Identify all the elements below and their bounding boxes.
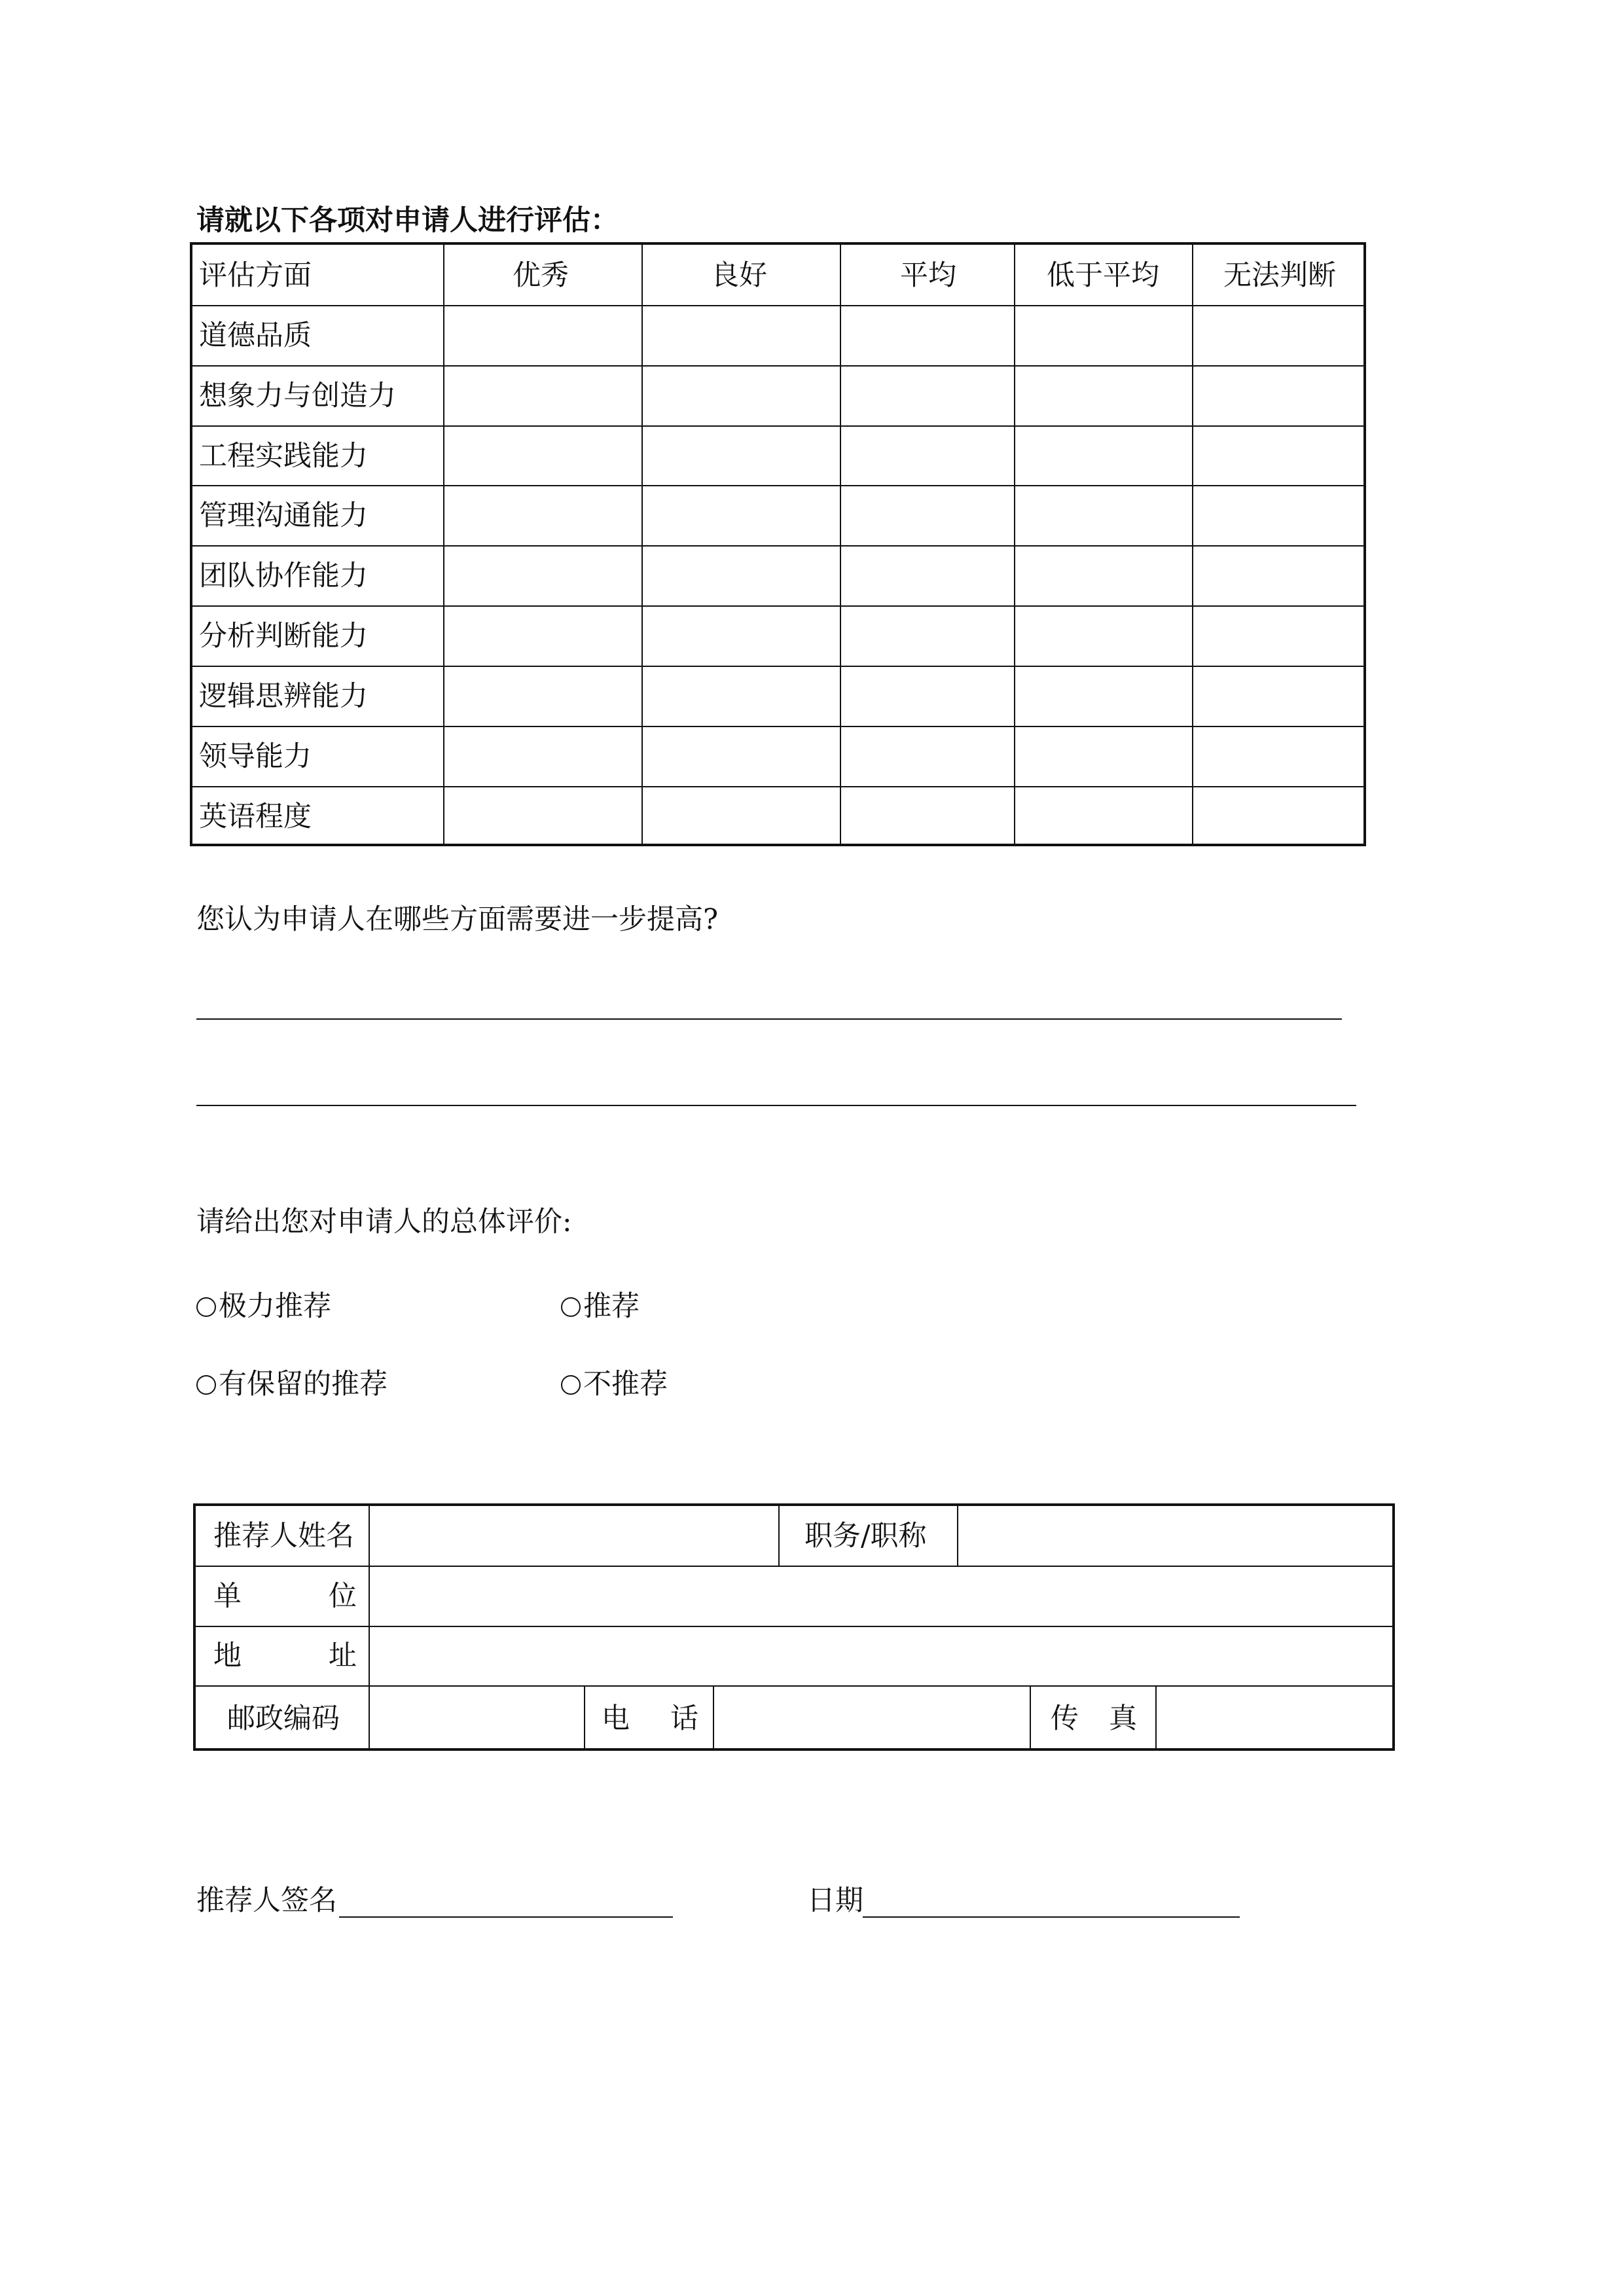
row-label-teamwork: 团队协作能力 <box>199 560 368 592</box>
row-label-english: 英语程度 <box>199 800 312 833</box>
phone-field[interactable] <box>714 1687 1030 1748</box>
fax-field[interactable] <box>1157 1687 1392 1748</box>
recommender-info-table <box>193 1503 1395 1751</box>
option-recommend-with-reservation[interactable]: 有保留的推荐 <box>196 1371 388 1399</box>
unit-label-left: 单 <box>213 1580 242 1613</box>
row-label-morality: 道德品质 <box>199 319 312 352</box>
row-label-creativity: 想象力与创造力 <box>199 380 396 412</box>
radio-circle-icon <box>196 1297 216 1317</box>
header-excellent: 优秀 <box>513 259 569 292</box>
address-label-right: 址 <box>329 1640 357 1672</box>
overall-prompt: 请给出您对申请人的总体评价: <box>196 1206 572 1238</box>
row-label-analysis: 分析判断能力 <box>199 620 368 653</box>
header-below-average: 低于平均 <box>1047 259 1159 292</box>
signature-line[interactable] <box>339 1916 673 1918</box>
radio-circle-icon <box>196 1375 216 1395</box>
answer-line-1[interactable] <box>196 1018 1342 1020</box>
phone-label-right: 话 <box>670 1702 698 1735</box>
date-label: 日期 <box>807 1884 863 1917</box>
postcode-label: 邮政编码 <box>227 1702 340 1735</box>
recommender-name-label: 推荐人姓名 <box>213 1520 354 1552</box>
unit-label-right: 位 <box>329 1580 357 1613</box>
row-label-logic: 逻辑思辨能力 <box>199 680 368 713</box>
fax-label-right: 真 <box>1109 1702 1137 1735</box>
fax-label-left: 传 <box>1051 1702 1079 1735</box>
postcode-field[interactable] <box>370 1687 584 1748</box>
header-good: 良好 <box>711 259 767 292</box>
eval-intro-heading: 请就以下各项对申请人进行评估： <box>196 204 619 237</box>
evaluation-table <box>190 242 1366 846</box>
row-label-communication: 管理沟通能力 <box>199 499 368 532</box>
improve-question: 您认为申请人在哪些方面需要进一步提高? <box>196 903 719 936</box>
header-average: 平均 <box>900 259 956 292</box>
option-recommend[interactable]: 推荐 <box>561 1293 640 1321</box>
phone-label-left: 电 <box>602 1702 630 1735</box>
address-label-left: 地 <box>213 1640 242 1672</box>
date-line[interactable] <box>863 1916 1240 1918</box>
radio-circle-icon <box>561 1297 581 1317</box>
answer-line-2[interactable] <box>196 1105 1356 1106</box>
header-unable-to-judge: 无法判断 <box>1223 259 1336 292</box>
title-field[interactable] <box>958 1506 1392 1566</box>
signature-label: 推荐人签名 <box>196 1884 337 1917</box>
address-field[interactable] <box>370 1627 1392 1685</box>
radio-circle-icon <box>561 1375 581 1395</box>
title-label: 职务/职称 <box>804 1520 927 1552</box>
option-strongly-recommend[interactable]: 极力推荐 <box>196 1293 331 1321</box>
unit-field[interactable] <box>370 1567 1392 1626</box>
recommender-name-field[interactable] <box>370 1506 778 1566</box>
row-label-engineering: 工程实践能力 <box>199 440 368 473</box>
header-aspect: 评估方面 <box>199 259 312 292</box>
option-not-recommend[interactable]: 不推荐 <box>561 1371 668 1399</box>
row-label-leadership: 领导能力 <box>199 740 312 773</box>
